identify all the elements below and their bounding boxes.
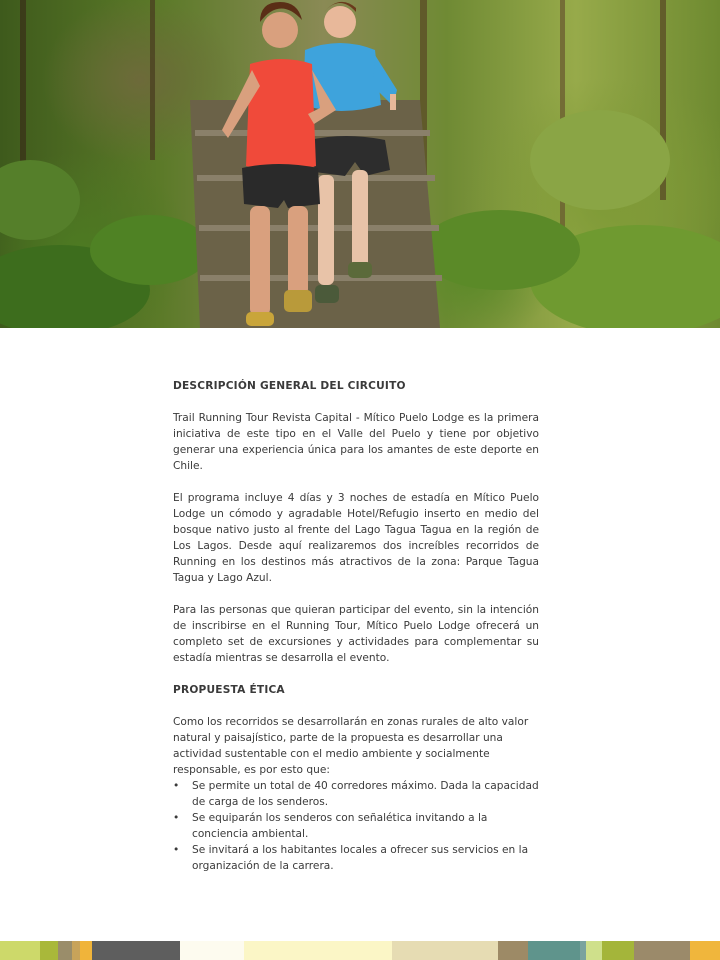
strip-segment [180,941,244,960]
spacer [173,666,539,682]
strip-segment [634,941,690,960]
strip-segment [586,941,602,960]
spacer [173,394,539,410]
strip-segment [602,941,634,960]
hero-illustration [0,0,720,328]
list-item-text: Se equiparán los senderos con señalética invitando a la conciencia ambiental. [192,812,488,840]
strip-segment [528,941,580,960]
strip-segment [92,941,180,960]
circuit-description [173,378,539,874]
strip-segment [40,941,58,960]
spacer [173,698,539,714]
ferns-left [0,160,210,328]
hero-photo [0,0,720,328]
ethics-list [173,778,539,874]
strip-segment [690,941,720,960]
strip-segment [58,941,72,960]
ferns-right [420,110,720,328]
list-item [173,810,539,842]
bullet-icon: • [173,844,180,856]
ethics-paragraph: Como los recorridos se desarrollarán en zonas rurales de alto valor natural y paisajístico, parte de la propuesta es desarrollar una actividad sustentable con el medio ambiente y socialmente responsable, es por esto que: [173,716,529,776]
bullet-icon: • [173,780,180,792]
spacer [173,586,539,602]
list-item [173,842,539,874]
strip-segment [72,941,80,960]
strip-segment [0,941,40,960]
bullet-icon: • [173,812,180,824]
overview-paragraph-1: Trail Running Tour Revista Capital - Mítico Puelo Lodge es la primera iniciativa de este tipo en el Valle del Puelo y tiene por objetivo generar una experiencia única para los amantes de este deporte en Chile. [173,412,539,472]
list-item-text: Se permite un total de 40 corredores máximo. Dada la capacidad de carga de los senderos. [192,780,539,808]
strip-segment [392,941,498,960]
color-strip [0,941,720,960]
overview-paragraph-3: Para las personas que quieran participar del evento, sin la intención de inscribirse en el Running Tour, Mítico Puelo Lodge ofrecerá un completo set de excursiones y actividades para complementar su estadía mientras se desarrolla el evento. [173,604,539,664]
strip-segment [244,941,392,960]
list-item-text: Se invitará a los habitantes locales a ofrecer sus servicios en la organización de la carrera. [192,844,529,872]
list-item [173,778,539,810]
overview-paragraph-2: El programa incluye 4 días y 3 noches de estadía en Mítico Puelo Lodge un cómodo y agradable Hotel/Refugio inserto en medio del bosque nativo justo al frente del Lago Tagua Tagua en la región de Los Lagos. Desde aquí realizaremos dos increíbles recorridos de Running en los destinos más atractivos de la zona: Parque Tagua Tagua y Lago Azul. [173,492,539,584]
spacer [173,474,539,490]
strip-segment [498,941,528,960]
section-heading-overview: DESCRIPCIÓN GENERAL DEL CIRCUITO [173,380,406,392]
strip-segment [80,941,92,960]
section-heading-ethics: PROPUESTA ÉTICA [173,684,285,696]
